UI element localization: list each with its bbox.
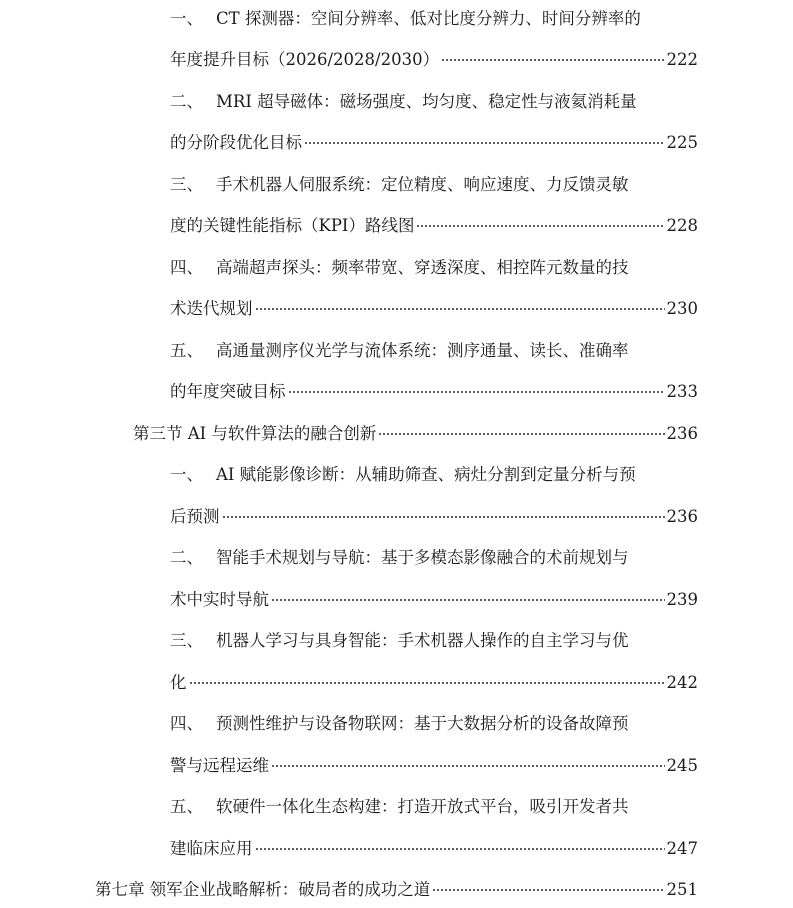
toc-page-number: 236 — [666, 424, 698, 443]
toc-item-number: 五、 — [170, 341, 203, 360]
toc-item-title: 度的关键性能指标（KPI）路线图 — [170, 216, 415, 235]
toc-item-title: 手术机器人伺服系统：定位精度、响应速度、力反馈灵敏 — [216, 175, 629, 194]
toc-page-number: 233 — [666, 382, 698, 401]
toc-item-number: 三、 — [170, 175, 203, 194]
dot-leader — [441, 59, 664, 61]
toc-page-number: 239 — [666, 590, 698, 609]
toc-page-number: 225 — [666, 133, 698, 152]
toc-item-number: 一、 — [170, 9, 203, 28]
toc-page-number: 222 — [666, 50, 698, 69]
toc-item-number: 一、 — [170, 465, 203, 484]
toc-item-title: 智能手术规划与导航：基于多模态影像融合的术前规划与 — [216, 548, 629, 567]
dot-leader — [378, 433, 664, 435]
toc-item-title: 机器人学习与具身智能：手术机器人操作的自主学习与优 — [216, 631, 629, 650]
dot-leader — [416, 225, 664, 227]
toc-item-number: 二、 — [170, 92, 203, 111]
toc-item-title: 软硬件一体化生态构建：打造开放式平台，吸引开发者共 — [216, 797, 629, 816]
toc-item-number: 五、 — [170, 797, 203, 816]
toc-entry-continuation[interactable] — [170, 672, 698, 694]
toc-page-number: 247 — [666, 839, 698, 858]
toc-entry-continuation[interactable] — [170, 132, 698, 154]
toc-entry-continuation[interactable] — [170, 589, 698, 611]
dot-leader — [255, 308, 665, 310]
toc-entry-heading — [170, 91, 698, 113]
toc-page-number: 242 — [666, 673, 698, 692]
dot-leader — [222, 516, 665, 518]
toc-item-title: CT 探测器：空间分辨率、低对比度分辨力、时间分辨率的 — [216, 9, 641, 28]
toc-item-title: AI 赋能影像诊断：从辅助筛查、病灶分割到定量分析与预 — [216, 465, 636, 484]
toc-item-number: 四、 — [170, 258, 203, 277]
toc-section-entry[interactable] — [133, 423, 698, 445]
toc-item-number: 四、 — [170, 714, 203, 733]
toc-item-title: 术中实时导航 — [170, 590, 269, 609]
toc-entry-continuation[interactable] — [170, 838, 698, 860]
dot-leader — [271, 765, 665, 767]
toc-item-title: 年度提升目标（2026/2028/2030） — [170, 50, 440, 69]
toc-item-title: 高端超声探头：频率带宽、穿透深度、相控阵元数量的技 — [216, 258, 629, 277]
toc-chapter-title: 第七章 领军企业战略解析：破局者的成功之道 — [95, 880, 431, 899]
toc-entry-continuation[interactable] — [170, 506, 698, 528]
toc-entry-heading — [170, 257, 698, 279]
toc-entry-heading — [170, 630, 698, 652]
toc-item-title: 后预测 — [170, 507, 220, 526]
toc-page-number: 251 — [666, 880, 698, 899]
toc-entry-heading — [170, 174, 698, 196]
toc-item-number: 三、 — [170, 631, 203, 650]
toc-entry-continuation[interactable] — [170, 298, 698, 320]
toc-chapter-entry[interactable] — [95, 879, 698, 901]
toc-entry-heading — [170, 713, 698, 735]
toc-item-title: 高通量测序仪光学与流体系统：测序通量、读长、准确率 — [216, 341, 629, 360]
toc-page-number: 236 — [666, 507, 698, 526]
dot-leader — [271, 599, 665, 601]
dot-leader — [288, 391, 665, 393]
toc-item-title: 建临床应用 — [170, 839, 253, 858]
toc-page-number: 245 — [666, 756, 698, 775]
toc-entry-heading — [170, 464, 698, 486]
toc-entry-heading — [170, 796, 698, 818]
toc-item-title: 预测性维护与设备物联网：基于大数据分析的设备故障预 — [216, 714, 629, 733]
toc-entry-continuation[interactable] — [170, 49, 698, 71]
dot-leader — [432, 889, 664, 891]
toc-item-title: 警与远程运维 — [170, 756, 269, 775]
toc-section-title: 第三节 AI 与软件算法的融合创新 — [133, 424, 377, 443]
dot-leader — [189, 682, 665, 684]
toc-item-title: 术迭代规划 — [170, 299, 253, 318]
toc-entry-continuation[interactable] — [170, 755, 698, 777]
toc-item-title: 化 — [170, 673, 187, 692]
dot-leader — [255, 848, 665, 850]
toc-page-number: 228 — [666, 216, 698, 235]
toc-entry-heading — [170, 8, 698, 30]
toc-item-title: 的年度突破目标 — [170, 382, 286, 401]
toc-entry-continuation[interactable] — [170, 215, 698, 237]
toc-item-title: MRI 超导磁体：磁场强度、均匀度、稳定性与液氦消耗量 — [216, 92, 637, 111]
toc-entry-continuation[interactable] — [170, 381, 698, 403]
toc-item-title: 的分阶段优化目标 — [170, 133, 302, 152]
toc-entry-heading — [170, 340, 698, 362]
toc-item-number: 二、 — [170, 548, 203, 567]
dot-leader — [304, 142, 665, 144]
toc-page-number: 230 — [666, 299, 698, 318]
toc-entry-heading — [170, 547, 698, 569]
